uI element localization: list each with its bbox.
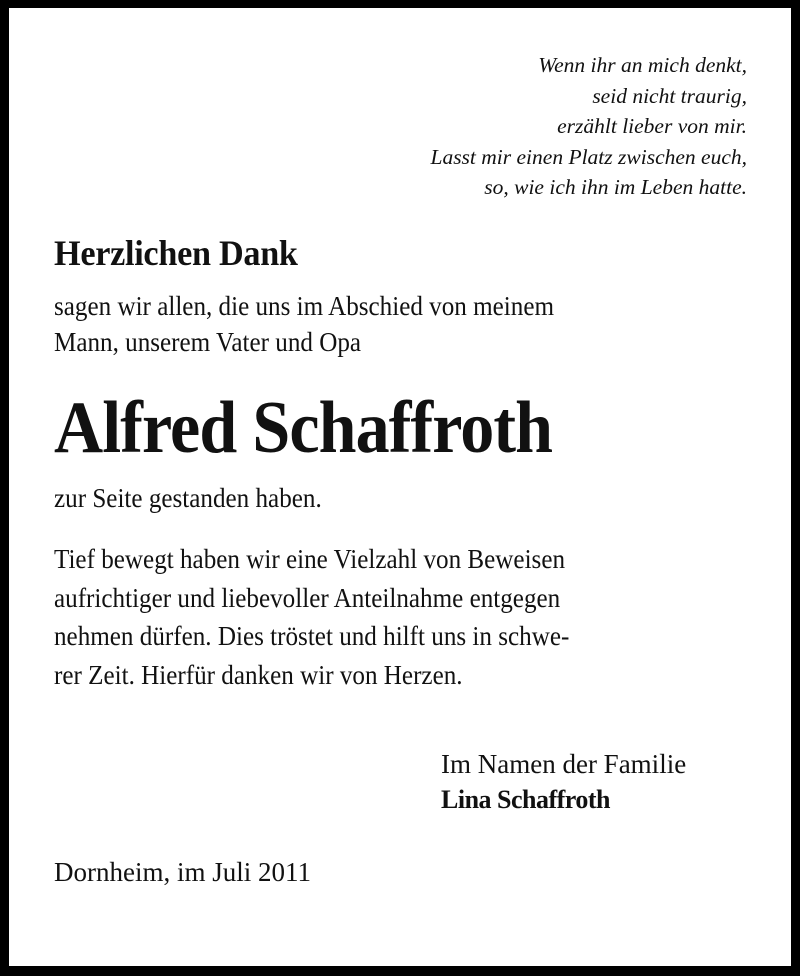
intro-text: [54, 288, 554, 360]
place-date: Dornheim, im Juli 2011: [54, 857, 311, 887]
poem-line: Wenn ihr an mich denkt,: [538, 53, 747, 77]
thanks-line: nehmen dürfen. Dies tröstet und hilft uns in schwe-: [54, 621, 570, 651]
poem-line: Lasst mir einen Platz zwischen euch,: [430, 144, 747, 169]
poem-line: erzählt lieber von mir.: [557, 114, 747, 138]
intro-line: Mann, unserem Vater und Opa: [54, 327, 362, 357]
poem-line: seid nicht traurig,: [592, 83, 747, 108]
thanks-heading: Herzlichen Dank: [54, 233, 298, 273]
signoff: [441, 746, 686, 818]
after-name-text: zur Seite gestanden haben.: [54, 483, 322, 513]
family-signatory: Lina Schaffroth: [441, 785, 610, 814]
obituary-notice: [9, 8, 791, 966]
signoff-line: Im Namen der Familie: [441, 749, 687, 779]
memorial-poem: [430, 50, 747, 203]
deceased-name: Alfred Schaffroth: [54, 387, 553, 469]
thanks-line: rer Zeit. Hierfür danken wir von Herzen.: [54, 659, 463, 690]
thanks-paragraph: [54, 540, 569, 694]
thanks-line: aufrichtiger und liebevoller Anteilnahme entgegen: [54, 582, 561, 613]
intro-line: sagen wir allen, die uns im Abschied von meinem: [54, 291, 555, 321]
poem-line: so, wie ich ihn im Leben hatte.: [484, 175, 747, 199]
thanks-line: Tief bewegt haben wir eine Vielzahl von Beweisen: [54, 544, 566, 574]
